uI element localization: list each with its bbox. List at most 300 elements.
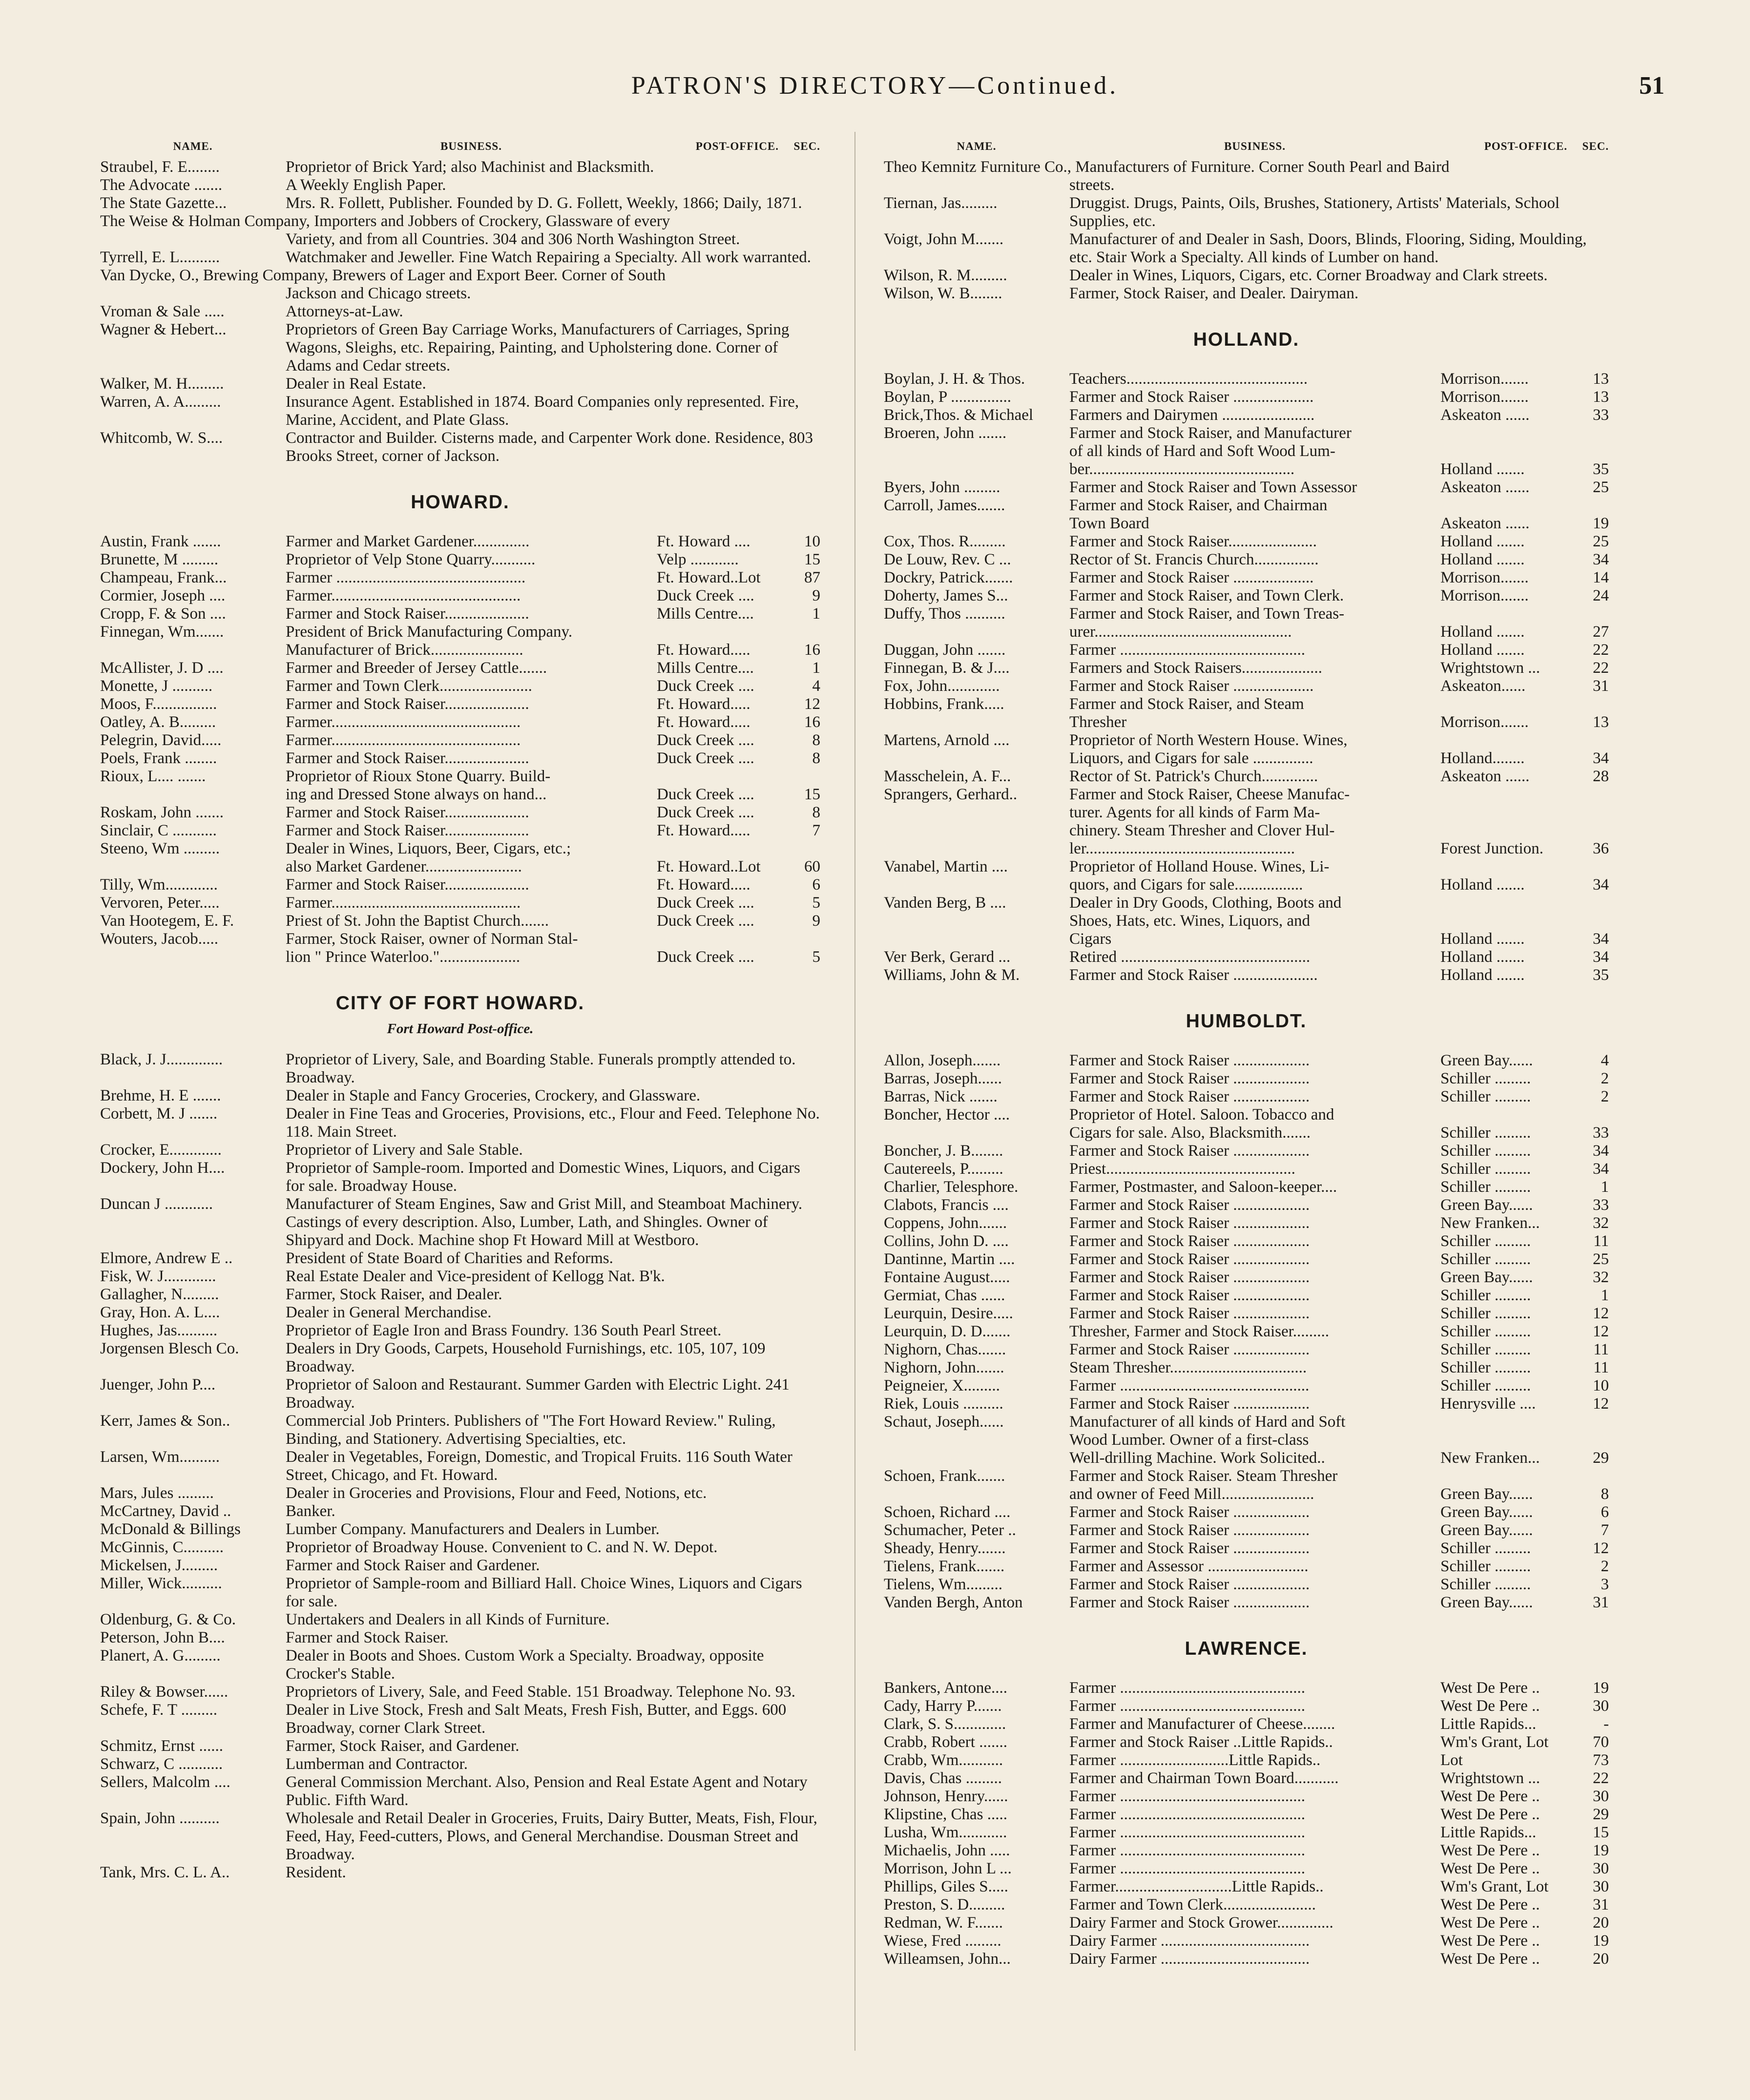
- entry-post-office: Schiller .........: [1440, 1088, 1531, 1105]
- directory-row: [100, 731, 820, 749]
- entry-post-office: Little Rapids...: [1440, 1715, 1537, 1733]
- directory-row: [884, 1679, 1609, 1697]
- directory-entry: [100, 1087, 820, 1105]
- lawrence-list: [884, 1679, 1609, 1968]
- entry-post-office: Schiller .........: [1440, 1124, 1531, 1142]
- entry-name: [884, 840, 1069, 858]
- entry-business: Farmers and Dairymen .......................: [1069, 406, 1315, 424]
- entry-post-office: Schiller .........: [1440, 1070, 1531, 1087]
- entry-business: Farmer, Stock Raiser, and Dealer. Dairyman.: [1069, 285, 1359, 302]
- entry-section: 34: [1593, 948, 1609, 966]
- entry-section: [779, 623, 820, 641]
- entry-business: Farmer ..............................................: [1069, 1842, 1306, 1859]
- directory-row: [100, 786, 820, 804]
- directory-row: [884, 1070, 1609, 1088]
- entry-name: Gallagher, N.........: [100, 1286, 219, 1303]
- entry-section: 25: [1593, 533, 1609, 550]
- entry-post-office: Ft. Howard.....: [657, 695, 750, 713]
- entry-business: Lumber Company. Manufacturers and Dealers in Lumber.: [286, 1520, 660, 1538]
- entry-post-office: Green Bay......: [1440, 1521, 1533, 1539]
- entry-post-office: [657, 930, 779, 948]
- entry-post-office: [1440, 804, 1567, 822]
- entry-business: ler....................................................: [1069, 840, 1295, 857]
- entry-name: Whitcomb, W. S....: [100, 429, 223, 447]
- directory-row: [884, 1287, 1609, 1305]
- entry-post-office: Schiller .........: [1440, 1250, 1531, 1268]
- entry-section: 2: [1601, 1070, 1609, 1087]
- entry-section: 29: [1593, 1806, 1609, 1823]
- entry-business: Attorneys-at-Law.: [286, 303, 403, 320]
- directory-entry: [100, 1575, 820, 1611]
- directory-entry: [100, 1539, 820, 1557]
- entry-section: 30: [1593, 1697, 1609, 1715]
- entry-section: [1567, 804, 1609, 822]
- entry-business: Thresher: [1069, 713, 1127, 731]
- entry-name: Bankers, Antone....: [884, 1679, 1007, 1697]
- entry-section: 32: [1593, 1214, 1609, 1232]
- entry-post-office: Little Rapids...: [1440, 1824, 1537, 1841]
- entry-post-office: Schiller .........: [1440, 1142, 1531, 1160]
- entry-section: 2: [1601, 1558, 1609, 1575]
- directory-row: [884, 1377, 1609, 1395]
- entry-name: Doherty, James S...: [884, 587, 1008, 604]
- entry-name: Juenger, John P....: [100, 1376, 216, 1393]
- directory-row: [884, 1558, 1609, 1576]
- directory-row: [884, 1697, 1609, 1715]
- directory-row: [884, 370, 1609, 388]
- entry-business: Farmer and Stock Raiser ...................: [1069, 1305, 1310, 1322]
- entry-business: Farmer and Stock Raiser ....................: [1069, 569, 1314, 586]
- entry-section: 25: [1593, 1250, 1609, 1268]
- entry-section: 34: [1593, 749, 1609, 767]
- entry-business: Farmer and Stock Raiser and Town Assessor: [1069, 478, 1357, 496]
- entry-name: Masschelein, A. F...: [884, 768, 1011, 785]
- entry-business: Farmer ..............................................: [1069, 641, 1306, 659]
- entry-section: 7: [1601, 1521, 1609, 1539]
- entry-name: [100, 641, 286, 659]
- entry-name: Schefe, F. T .........: [100, 1701, 217, 1719]
- directory-entry: [100, 1809, 820, 1864]
- entry-name: [884, 515, 1069, 533]
- entry-post-office: [1440, 1413, 1567, 1431]
- entry-business: Proprietor of Eagle Iron and Brass Foundry. 136 South Pearl Street.: [286, 1322, 722, 1339]
- directory-entry: [100, 1484, 820, 1502]
- entry-name: Van Hootegem, E. F.: [100, 912, 234, 930]
- directory-row: [884, 406, 1609, 424]
- entry-name: Riek, Louis ..........: [884, 1395, 1003, 1413]
- entry-section: 1: [1601, 1178, 1609, 1196]
- entry-section: [1567, 786, 1609, 804]
- directory-row: [100, 840, 820, 858]
- entry-post-office: [1440, 1467, 1567, 1485]
- entry-business: Wholesale and Retail Dealer in Groceries, Fruits, Dairy Butter, Meats, Fish, Flour, Feed, Hay, Feed-cutters, Plows, and General Merchandise. Dousman Street and Broadway.: [286, 1809, 817, 1863]
- entry-text-continued: Jackson and Chicago streets.: [286, 285, 471, 302]
- directory-row: [884, 1594, 1609, 1612]
- directory-entry: [100, 321, 820, 375]
- entry-business: Proprietor of Sample-room. Imported and Domestic Wines, Liquors, and Cigars for sale. Broadway House.: [286, 1159, 800, 1195]
- entry-section: 10: [804, 533, 820, 550]
- entry-section: 22: [1593, 659, 1609, 677]
- directory-row: [884, 1323, 1609, 1341]
- entry-name: Brehme, H. E .......: [100, 1087, 221, 1104]
- entry-post-office: Schiller .........: [1440, 1287, 1531, 1304]
- entry-text: The Weise & Holman Company, Importers and Jobbers of Crockery, Glassware of every: [100, 212, 670, 230]
- entry-business: and owner of Feed Mill.......................: [1069, 1485, 1314, 1503]
- entry-name: Charlier, Telesphore.: [884, 1178, 1019, 1196]
- directory-entry: [884, 158, 1609, 194]
- entry-section: 12: [1593, 1395, 1609, 1413]
- entry-section: 20: [1593, 1914, 1609, 1932]
- entry-name: Miller, Wick..........: [100, 1575, 222, 1592]
- directory-row: [100, 822, 820, 840]
- entry-name: Straubel, F. E........: [100, 158, 220, 176]
- entry-section: [1567, 424, 1609, 442]
- directory-row: [884, 1896, 1609, 1914]
- entry-name: McCartney, David ..: [100, 1502, 231, 1520]
- directory-entry: [884, 285, 1609, 303]
- directory-row: [884, 1842, 1609, 1860]
- entry-business: Farmer and Stock Raiser ...................: [1069, 1232, 1310, 1250]
- directory-row: [884, 912, 1609, 930]
- directory-row: [884, 894, 1609, 912]
- entry-name: Clark, S. S.............: [884, 1715, 1006, 1733]
- entry-section: 27: [1593, 623, 1609, 641]
- directory-row: [100, 930, 820, 948]
- entry-post-office: Morrison.......: [1440, 388, 1529, 406]
- directory-entry: [884, 230, 1609, 267]
- entry-business: Manufacturer of all kinds of Hard and Soft: [1069, 1413, 1346, 1431]
- directory-row: [100, 749, 820, 768]
- entry-post-office: [1440, 605, 1567, 623]
- directory-row: [884, 478, 1609, 497]
- directory-row: [884, 695, 1609, 713]
- entry-business: Farmer and Stock Raiser. Steam Thresher: [1069, 1467, 1338, 1485]
- entry-name: Peigneier, X.........: [884, 1377, 1000, 1394]
- section-heading-fort-howard: CITY OF FORT HOWARD.: [335, 993, 585, 1014]
- entry-business: Proprietors of Livery, Sale, and Feed Stable. 151 Broadway. Telephone No. 93.: [286, 1683, 795, 1701]
- entry-name: Jorgensen Blesch Co.: [100, 1340, 239, 1357]
- entry-name: Brick,Thos. & Michael: [884, 406, 1034, 424]
- entry-business: Farmer and Stock Raiser ...................: [1069, 1287, 1310, 1304]
- directory-entry: [100, 1304, 820, 1322]
- directory-entry: [100, 1051, 820, 1087]
- entry-name: [100, 786, 286, 804]
- entry-name: Lusha, Wm............: [884, 1824, 1007, 1841]
- directory-row: [884, 966, 1609, 984]
- entry-name: Carroll, James.......: [884, 497, 1005, 514]
- entry-business: Teachers.............................................: [1069, 370, 1308, 388]
- entry-name: Schoen, Frank.......: [884, 1467, 1005, 1485]
- entry-post-office: Holland........: [1440, 749, 1525, 767]
- entry-name: Phillips, Giles S.....: [884, 1878, 1008, 1895]
- entry-post-office: Schiller .........: [1440, 1377, 1531, 1394]
- entry-section: [1567, 442, 1609, 460]
- entry-name: [884, 912, 1069, 930]
- entry-post-office: Wrightstown ...: [1440, 659, 1540, 677]
- entry-business: Shoes, Hats, etc. Wines, Liquors, and: [1069, 912, 1310, 930]
- entry-post-office: [657, 623, 779, 641]
- entry-name: Wilson, R. M.........: [884, 267, 1007, 284]
- entry-section: 11: [1593, 1232, 1609, 1250]
- entry-business: Farmer ..............................................: [1069, 1788, 1306, 1805]
- entry-name: Crabb, Wm...........: [884, 1751, 1003, 1769]
- entry-section: 20: [1593, 1950, 1609, 1968]
- entry-post-office: Holland .......: [1440, 948, 1525, 966]
- directory-row: [100, 605, 820, 623]
- entry-post-office: Lot: [1440, 1751, 1463, 1769]
- entry-section: [1567, 1467, 1609, 1485]
- entry-business: Dealers in Dry Goods, Carpets, Household Furnishings, etc. 105, 107, 109 Broadway.: [286, 1340, 766, 1375]
- directory-row: [100, 912, 820, 930]
- entry-post-office: Duck Creek ....: [657, 948, 754, 966]
- entry-business: Farmer and Manufacturer of Cheese........: [1069, 1715, 1335, 1733]
- entry-business: Farmer, Stock Raiser, and Dealer.: [286, 1286, 502, 1303]
- entry-business: Priest of St. John the Baptist Church.......: [286, 912, 549, 930]
- entry-name: Oatley, A. B.........: [100, 713, 216, 731]
- entry-business: Farmer and Breeder of Jersey Cattle.......: [286, 659, 547, 677]
- entry-name: Dockry, Patrick.......: [884, 569, 1013, 586]
- directory-entry: [100, 1195, 820, 1249]
- directory-row: [884, 587, 1609, 605]
- directory-row: [884, 749, 1609, 768]
- section-heading-humboldt: HUMBOLDT.: [1186, 1011, 1307, 1032]
- entry-business: Dealer in Dry Goods, Clothing, Boots and: [1069, 894, 1342, 912]
- entry-name: McGinnis, C..........: [100, 1539, 224, 1556]
- directory-row: [100, 533, 820, 551]
- directory-entry: [100, 1159, 820, 1195]
- holland-list: [884, 370, 1609, 984]
- entry-business: Farmer and Stock Raiser ...................: [1069, 1576, 1310, 1593]
- directory-entry: [100, 194, 820, 212]
- entry-section: 25: [1593, 478, 1609, 496]
- directory-row: [884, 1449, 1609, 1467]
- entry-name: [884, 822, 1069, 840]
- directory-row: [884, 1214, 1609, 1232]
- entry-name: The Advocate .......: [100, 176, 223, 194]
- entry-section: 87: [804, 569, 820, 586]
- directory-row: [884, 551, 1609, 569]
- directory-row: [884, 1088, 1609, 1106]
- directory-row: [884, 1268, 1609, 1287]
- entry-business: Farmer and Market Gardener..............: [286, 533, 530, 550]
- directory-row: [884, 1142, 1609, 1160]
- entry-business: Farmers and Stock Raisers....................: [1069, 659, 1322, 677]
- entry-name: Schmitz, Ernst ......: [100, 1737, 224, 1755]
- entry-section: 4: [812, 677, 820, 695]
- entry-section: [1567, 822, 1609, 840]
- entry-name: Warren, A. A.........: [100, 393, 221, 411]
- entry-name: Fontaine August.....: [884, 1268, 1010, 1286]
- entry-section: -: [1604, 1715, 1609, 1733]
- entry-section: [1567, 858, 1609, 876]
- entry-business: Farmer, Stock Raiser, owner of Norman Stal-: [286, 930, 578, 948]
- entry-name: Germiat, Chas ......: [884, 1287, 1005, 1304]
- entry-business: Farmer and Stock Raiser ...................: [1069, 1395, 1310, 1413]
- entry-post-office: Duck Creek ....: [657, 912, 754, 930]
- entry-business: ber...................................................: [1069, 460, 1295, 478]
- entry-business: Farmer...............................................: [286, 587, 521, 604]
- entry-name: Johnson, Henry......: [884, 1788, 1008, 1805]
- entry-name: Cormier, Joseph ....: [100, 587, 226, 604]
- entry-business: Steam Thresher..................................: [1069, 1359, 1307, 1376]
- entry-business: turer. Agents for all kinds of Farm Ma-: [1069, 804, 1320, 821]
- entry-name: Champeau, Frank...: [100, 569, 227, 586]
- entry-name: Leurquin, Desire.....: [884, 1305, 1013, 1322]
- entry-post-office: Ft. Howard..Lot: [657, 569, 761, 586]
- entry-business: Farmer and Stock Raiser ...................: [1069, 1250, 1310, 1268]
- entry-post-office: Green Bay......: [1440, 1594, 1533, 1611]
- entry-post-office: Green Bay......: [1440, 1268, 1533, 1286]
- directory-row: [884, 786, 1609, 804]
- entry-business: Farmer and Stock Raiser......................: [1069, 533, 1317, 550]
- entry-post-office: Green Bay......: [1440, 1485, 1533, 1503]
- right-column: [884, 137, 1609, 1968]
- entry-name: Hobbins, Frank.....: [884, 695, 1004, 713]
- directory-entry: [100, 1141, 820, 1159]
- entry-business: Farmer and Stock Raiser.....................: [286, 804, 529, 821]
- entry-section: [1567, 1106, 1609, 1124]
- entry-business: Proprietors of Green Bay Carriage Works, Manufacturers of Carriages, Spring Wagons, Sleighs, etc. Repairing, Painting, and Upholstering done. Corner of Adams and Cedar streets.: [286, 321, 790, 374]
- entry-post-office: [1440, 858, 1567, 876]
- entry-name: Peterson, John B....: [100, 1629, 225, 1646]
- entry-business: Cigars for sale. Also, Blacksmith.......: [1069, 1124, 1311, 1142]
- left-column: [100, 137, 820, 1882]
- entry-name: Mickelsen, J.........: [100, 1557, 218, 1574]
- entry-section: 14: [1593, 569, 1609, 586]
- directory-entry: [100, 1737, 820, 1755]
- entry-post-office: Schiller .........: [1440, 1576, 1531, 1593]
- entry-post-office: Duck Creek ....: [657, 587, 754, 604]
- entry-name: Finnegan, B. & J....: [884, 659, 1010, 677]
- entry-name: Tielens, Frank.......: [884, 1558, 1005, 1575]
- entry-business: Proprietor of Broadway House. Convenient to C. and N. W. Depot.: [286, 1539, 718, 1556]
- entry-name: Elmore, Andrew E ..: [100, 1249, 233, 1267]
- directory-row: [100, 641, 820, 659]
- directory-row: [884, 623, 1609, 641]
- directory-row: [100, 587, 820, 605]
- entry-section: 1: [812, 659, 820, 677]
- directory-row: [884, 460, 1609, 478]
- directory-row: [884, 1250, 1609, 1268]
- entry-name: Tielens, Wm.........: [884, 1576, 1002, 1593]
- directory-row: [884, 1196, 1609, 1214]
- entry-name: Schoen, Richard ....: [884, 1503, 1011, 1521]
- entry-business: Proprietor of Velp Stone Quarry...........: [286, 551, 536, 568]
- entry-section: 34: [1593, 1142, 1609, 1160]
- entry-business: Farmer ..............................................: [1069, 1697, 1306, 1715]
- entry-name: Vanden Bergh, Anton: [884, 1594, 1023, 1611]
- entry-section: 11: [1593, 1359, 1609, 1376]
- entry-section: 8: [1601, 1485, 1609, 1503]
- entry-name: Klipstine, Chas .....: [884, 1806, 1007, 1823]
- entry-post-office: Askeaton ......: [1440, 515, 1530, 532]
- directory-row: [884, 1914, 1609, 1932]
- entry-post-office: Mills Centre....: [657, 659, 754, 677]
- entry-section: [779, 930, 820, 948]
- entry-post-office: West De Pere ..: [1440, 1860, 1540, 1877]
- entry-post-office: Holland .......: [1440, 641, 1525, 659]
- entry-business: Proprietor of North Western House. Wines,: [1069, 731, 1348, 749]
- directory-entry: [884, 194, 1609, 230]
- entry-business: President of Brick Manufacturing Company.: [286, 623, 573, 641]
- entry-post-office: Schiller .........: [1440, 1359, 1531, 1376]
- directory-row: [884, 1485, 1609, 1503]
- entry-post-office: Holland .......: [1440, 966, 1525, 984]
- directory-row: [884, 1806, 1609, 1824]
- directory-row: [884, 677, 1609, 695]
- entry-post-office: Morrison.......: [1440, 569, 1529, 586]
- entry-section: 15: [1593, 1824, 1609, 1841]
- entry-business: Farmer ...........................Little Rapids..: [1069, 1751, 1321, 1769]
- entry-section: [1567, 1413, 1609, 1431]
- entry-section: 33: [1593, 1124, 1609, 1142]
- entry-business: Farmer ..............................................: [1069, 1806, 1306, 1823]
- directory-row: [884, 840, 1609, 858]
- entry-business: Farmer and Town Clerk.......................: [1069, 1896, 1316, 1913]
- entry-section: 28: [1593, 768, 1609, 785]
- entry-business: Dealer in Groceries and Provisions, Flour and Feed, Notions, etc.: [286, 1484, 707, 1502]
- entry-business: urer.................................................: [1069, 623, 1292, 641]
- entry-post-office: Schiller .........: [1440, 1558, 1531, 1575]
- directory-entry: [100, 1629, 820, 1647]
- entry-post-office: Duck Creek ....: [657, 749, 754, 767]
- entry-name: Nighorn, John.......: [884, 1359, 1004, 1376]
- directory-entry: [100, 1683, 820, 1701]
- entry-text: Van Dycke, O., Brewing Company, Brewers of Lager and Export Beer. Corner of South: [100, 267, 666, 284]
- entry-section: 6: [812, 876, 820, 894]
- entry-business: Wood Lumber. Owner of a first-class: [1069, 1431, 1309, 1449]
- entry-business: Manufacturer of Brick.......................: [286, 641, 523, 659]
- directory-row: [884, 1715, 1609, 1733]
- entry-name: [884, 1485, 1069, 1503]
- entry-name: Cox, Thos. R.........: [884, 533, 1006, 550]
- entry-business: Farmer and Stock Raiser ...................: [1069, 1268, 1310, 1286]
- entry-name: Kerr, James & Son..: [100, 1412, 230, 1430]
- entry-post-office: Ft. Howard.....: [657, 876, 750, 894]
- entry-post-office: Ft. Howard..Lot: [657, 858, 761, 875]
- entry-business: Proprietor of Hotel. Saloon. Tobacco and: [1069, 1106, 1334, 1123]
- entry-name: Martens, Arnold ....: [884, 731, 1010, 749]
- directory-row: [884, 424, 1609, 442]
- entry-name: [884, 1431, 1069, 1449]
- entry-section: 8: [812, 804, 820, 821]
- entry-business: Farmer and Stock Raiser.....................: [286, 876, 529, 894]
- entry-section: 19: [1593, 1842, 1609, 1859]
- entry-business: Farmer and Stock Raiser ...................: [1069, 1088, 1310, 1105]
- directory-row: [884, 1824, 1609, 1842]
- entry-section: 11: [1593, 1341, 1609, 1358]
- entry-section: 30: [1593, 1860, 1609, 1877]
- entry-post-office: [1440, 497, 1567, 515]
- entry-business: Farmer...............................................: [286, 713, 521, 731]
- entry-name: Williams, John & M.: [884, 966, 1020, 984]
- entry-business: Dairy Farmer .....................................: [1069, 1950, 1310, 1968]
- entry-name: Wiese, Fred .........: [884, 1932, 1001, 1950]
- directory-entry: [100, 1502, 820, 1520]
- entry-post-office: [1440, 442, 1567, 460]
- directory-entry: [100, 249, 820, 267]
- directory-row: [884, 1576, 1609, 1594]
- entry-post-office: [1440, 695, 1567, 713]
- entry-name: Wouters, Jacob.....: [100, 930, 219, 948]
- entry-name: Barras, Nick .......: [884, 1088, 998, 1105]
- entry-business: Farmer ..............................................: [1069, 1679, 1306, 1697]
- directory-row: [100, 623, 820, 641]
- entry-business: Farmer and Stock Raiser ....................: [1069, 677, 1314, 695]
- entry-business: Contractor and Builder. Cisterns made, and Carpenter Work done. Residence, 803 Brooks Street, corner of Jackson.: [286, 429, 813, 465]
- green-bay-city-list: [100, 158, 820, 465]
- entry-section: 34: [1593, 930, 1609, 948]
